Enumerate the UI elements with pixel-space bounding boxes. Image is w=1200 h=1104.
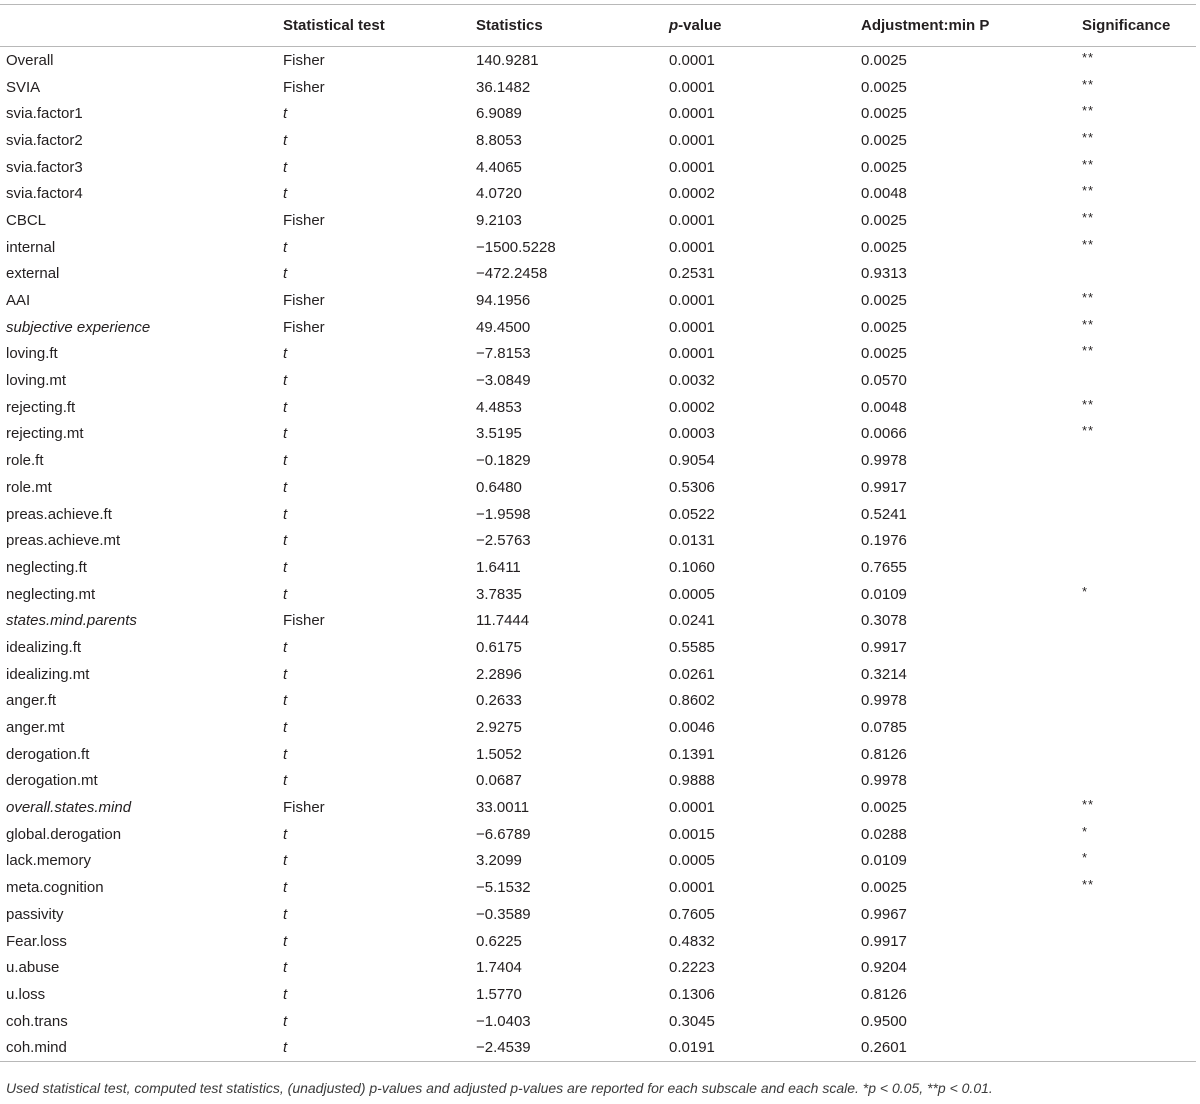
table-row — [0, 47, 1196, 74]
subscale-cell: lack.memory — [6, 852, 92, 870]
test-cell: Fisher — [283, 318, 325, 336]
subscale-cell: AAI — [6, 292, 31, 310]
table-body — [0, 47, 1196, 1062]
test-cell: t — [277, 1034, 470, 1062]
subscale-cell: neglecting.mt — [6, 585, 96, 603]
statistic-cell: 36.1482 — [476, 78, 531, 96]
significance-cell: ** — [1082, 343, 1095, 359]
adjusted-p-cell: 0.7655 — [861, 558, 907, 576]
significance-cell: ** — [1082, 76, 1095, 92]
adjusted-p-cell: 0.0025 — [861, 131, 907, 149]
subscale-cell: derogation.ft — [6, 745, 90, 763]
table-row — [0, 207, 1196, 234]
adjusted-p-cell: 0.9978 — [861, 772, 907, 790]
adjusted-p-cell: 0.0570 — [861, 372, 907, 390]
subscale-cell: idealizing.mt — [6, 665, 90, 683]
significance-cell — [1076, 258, 1196, 285]
header-p-letter: p — [669, 17, 679, 34]
p-value-cell: 0.5585 — [669, 638, 715, 656]
statistic-cell: −6.6789 — [476, 825, 531, 843]
table-row — [0, 874, 1196, 901]
statistic-cell: 140.9281 — [476, 51, 539, 69]
table-row — [0, 954, 1196, 981]
statistic-cell: −3.0849 — [476, 372, 531, 390]
statistic-cell: −0.3589 — [476, 905, 531, 923]
subscale-cell: loving.ft — [6, 345, 58, 363]
statistic-cell: −7.8153 — [476, 345, 531, 363]
significance-cell: ** — [1082, 103, 1095, 119]
test-cell: t — [283, 238, 288, 256]
test-cell: t — [283, 131, 288, 149]
table-row — [0, 527, 1196, 554]
statistic-cell: −1500.5228 — [476, 238, 556, 256]
test-cell: t — [283, 719, 288, 737]
statistic-cell: 1.5052 — [476, 745, 522, 763]
adjusted-p-cell: 0.0025 — [861, 51, 907, 69]
statistic-cell: 1.7404 — [476, 959, 522, 977]
statistic-cell: 49.4500 — [476, 318, 531, 336]
statistic-cell: 0.6480 — [476, 478, 522, 496]
table-row — [0, 314, 1196, 341]
statistic-cell: 0.2633 — [476, 692, 522, 710]
significance-cell: * — [1082, 850, 1089, 866]
significance-cell — [1076, 631, 1196, 658]
statistic-cell: 9.2103 — [476, 211, 522, 229]
header-significance: Significance — [1076, 5, 1196, 47]
p-value-cell: 0.0001 — [669, 799, 715, 817]
subscale-cell: anger.ft — [6, 692, 57, 710]
test-cell: t — [283, 692, 288, 710]
significance-cell: ** — [1082, 316, 1095, 332]
statistic-cell: −1.0403 — [476, 1012, 531, 1030]
significance-cell: ** — [1082, 49, 1095, 65]
adjusted-p-cell: 0.9917 — [861, 932, 907, 950]
table-row — [0, 768, 1196, 795]
table-row — [0, 154, 1196, 181]
significance-cell: ** — [1082, 396, 1095, 412]
adjusted-p-cell: 0.9917 — [861, 478, 907, 496]
significance-cell — [1076, 978, 1196, 1005]
adjusted-p-cell: 0.8126 — [861, 745, 907, 763]
adjusted-p-cell: 0.0025 — [861, 318, 907, 336]
adjusted-p-cell: 0.8126 — [861, 985, 907, 1003]
subscale-cell: derogation.mt — [6, 772, 98, 790]
table-row — [0, 287, 1196, 314]
test-cell: t — [283, 879, 288, 897]
adjusted-p-cell: 0.0048 — [861, 185, 907, 203]
subscale-cell: CBCL — [6, 211, 47, 229]
table-row — [0, 714, 1196, 741]
p-value-cell: 0.0001 — [669, 318, 715, 336]
adjusted-p-cell: 0.9978 — [861, 452, 907, 470]
significance-cell — [1076, 524, 1196, 551]
test-cell: t — [283, 772, 288, 790]
adjusted-p-cell: 0.5241 — [861, 505, 907, 523]
statistic-cell: 4.0720 — [476, 185, 522, 203]
subscale-cell: coh.mind — [0, 1034, 277, 1062]
table-row — [0, 581, 1196, 608]
subscale-cell: anger.mt — [6, 719, 65, 737]
header-row — [0, 5, 1196, 47]
p-value-cell: 0.2531 — [669, 265, 715, 283]
subscale-cell: role.ft — [6, 452, 44, 470]
significance-cell: ** — [1082, 797, 1095, 813]
subscale-cell: subjective experience — [6, 318, 151, 336]
statistic-cell: 1.6411 — [476, 558, 521, 576]
p-value-cell: 0.0001 — [669, 51, 715, 69]
significance-cell — [1076, 444, 1196, 471]
adjusted-p-cell: 0.0025 — [861, 345, 907, 363]
test-cell: t — [283, 345, 288, 363]
significance-cell: * — [1082, 823, 1089, 839]
adjusted-p-cell: 0.0109 — [861, 585, 907, 603]
p-value-cell: 0.9888 — [669, 772, 715, 790]
test-cell: Fisher — [283, 292, 325, 310]
table-row — [0, 634, 1196, 661]
header-statistical-test: Statistical test — [277, 5, 470, 47]
subscale-cell: Overall — [6, 51, 54, 69]
p-value-cell: 0.0001 — [669, 131, 715, 149]
test-cell: t — [283, 985, 288, 1003]
subscale-cell: preas.achieve.mt — [6, 532, 121, 550]
significance-cell: * — [1082, 583, 1089, 599]
significance-cell — [1076, 685, 1196, 712]
p-value-cell: 0.0001 — [669, 238, 715, 256]
table-row — [0, 1034, 1196, 1062]
header-p-value — [663, 5, 855, 47]
p-value-cell: 0.0003 — [669, 425, 715, 443]
significance-cell — [1076, 898, 1196, 925]
table-row — [0, 127, 1196, 154]
p-value-cell: 0.7605 — [669, 905, 715, 923]
statistic-cell: −472.2458 — [476, 265, 548, 283]
subscale-cell: loving.mt — [6, 372, 67, 390]
table-row — [0, 341, 1196, 368]
statistic-cell: 0.6225 — [476, 932, 522, 950]
table-row — [0, 848, 1196, 875]
significance-cell — [1076, 925, 1196, 952]
header-subscale — [0, 5, 277, 47]
adjusted-p-cell: 0.2601 — [855, 1034, 1076, 1062]
adjusted-p-cell: 0.0785 — [861, 719, 907, 737]
subscale-cell: idealizing.ft — [6, 638, 82, 656]
significance-cell: ** — [1082, 290, 1095, 306]
statistic-cell: 4.4853 — [476, 398, 522, 416]
adjusted-p-cell: 0.9313 — [861, 265, 907, 283]
adjusted-p-cell: 0.9917 — [861, 638, 907, 656]
statistic-cell: 94.1956 — [476, 292, 531, 310]
subscale-cell: preas.achieve.ft — [6, 505, 112, 523]
statistic-cell: 3.7835 — [476, 585, 522, 603]
p-value-cell: 0.0001 — [669, 78, 715, 96]
subscale-cell: role.mt — [6, 478, 52, 496]
significance-cell — [1076, 1005, 1196, 1032]
table-row — [0, 180, 1196, 207]
test-cell: t — [283, 959, 288, 977]
adjusted-p-cell: 0.0025 — [861, 799, 907, 817]
table-row — [0, 474, 1196, 501]
significance-cell: ** — [1082, 236, 1095, 252]
significance-cell: ** — [1082, 209, 1095, 225]
adjusted-p-cell: 0.0109 — [861, 852, 907, 870]
p-value-cell: 0.0001 — [669, 879, 715, 897]
p-value-cell: 0.0131 — [669, 532, 715, 550]
p-value-cell: 0.1306 — [669, 985, 715, 1003]
adjusted-p-cell: 0.9978 — [861, 692, 907, 710]
table-row — [0, 821, 1196, 848]
significance-cell — [1076, 711, 1196, 738]
adjusted-p-cell: 0.3214 — [861, 665, 907, 683]
statistic-cell: −2.4539 — [470, 1034, 663, 1062]
test-cell: t — [283, 745, 288, 763]
test-cell: t — [283, 585, 288, 603]
significance-cell: ** — [1082, 129, 1095, 145]
subscale-cell: neglecting.ft — [6, 558, 87, 576]
significance-cell — [1076, 551, 1196, 578]
statistic-cell: 4.4065 — [476, 158, 522, 176]
statistic-cell: 3.5195 — [476, 425, 522, 443]
test-cell: t — [283, 638, 288, 656]
table-row — [0, 554, 1196, 581]
subscale-cell: coh.trans — [6, 1012, 68, 1030]
test-cell: t — [283, 452, 288, 470]
p-value-cell: 0.0001 — [669, 158, 715, 176]
subscale-cell: svia.factor3 — [6, 158, 83, 176]
test-cell: t — [283, 532, 288, 550]
adjusted-p-cell: 0.0025 — [861, 211, 907, 229]
p-value-cell: 0.0001 — [669, 345, 715, 363]
adjusted-p-cell: 0.9500 — [861, 1012, 907, 1030]
test-cell: t — [283, 265, 288, 283]
adjusted-p-cell: 0.0066 — [861, 425, 907, 443]
p-value-cell: 0.0005 — [669, 852, 715, 870]
significance-cell — [1076, 471, 1196, 498]
subscale-cell: u.loss — [6, 985, 46, 1003]
subscale-cell: svia.factor2 — [6, 131, 83, 149]
p-value-cell: 0.0002 — [669, 185, 715, 203]
table-row — [0, 367, 1196, 394]
statistic-cell: 6.9089 — [476, 105, 522, 123]
subscale-cell: SVIA — [6, 78, 41, 96]
test-cell: t — [283, 158, 288, 176]
statistic-cell: 0.6175 — [476, 638, 522, 656]
table-row — [0, 394, 1196, 421]
table-row — [0, 928, 1196, 955]
statistic-cell: 0.0687 — [476, 772, 522, 790]
table-caption: Used statistical test, computed test statistics, (unadjusted) p-values and adjusted p-values are reported for each subscale and each scale. *p < 0.05, **p < 0.01. — [6, 1080, 993, 1096]
test-cell: Fisher — [283, 211, 325, 229]
test-cell: Fisher — [283, 612, 325, 630]
significance-cell: ** — [1082, 156, 1095, 172]
p-value-cell: 0.1060 — [669, 558, 715, 576]
test-cell: Fisher — [283, 51, 325, 69]
p-value-cell: 0.0046 — [669, 719, 715, 737]
p-value-cell: 0.2223 — [669, 959, 715, 977]
statistic-cell: −5.1532 — [476, 879, 531, 897]
subscale-cell: overall.states.mind — [6, 799, 132, 817]
test-cell: t — [283, 825, 288, 843]
significance-cell — [1076, 604, 1196, 631]
table-row — [0, 794, 1196, 821]
significance-cell — [1076, 1031, 1196, 1059]
p-value-cell: 0.3045 — [669, 1012, 715, 1030]
p-value-cell: 0.9054 — [669, 452, 715, 470]
table-row — [0, 234, 1196, 261]
table-row — [0, 501, 1196, 528]
table-row — [0, 901, 1196, 928]
p-value-cell: 0.0001 — [669, 105, 715, 123]
subscale-cell: u.abuse — [6, 959, 60, 977]
significance-cell: ** — [1082, 183, 1095, 199]
p-value-cell: 0.0032 — [669, 372, 715, 390]
significance-cell: ** — [1082, 423, 1095, 439]
header-statistics: Statistics — [470, 5, 663, 47]
subscale-cell: rejecting.ft — [6, 398, 76, 416]
p-value-cell: 0.1391 — [669, 745, 715, 763]
test-cell: t — [283, 558, 288, 576]
statistic-cell: −2.5763 — [476, 532, 531, 550]
table-row — [0, 1008, 1196, 1035]
p-value-cell: 0.5306 — [669, 478, 715, 496]
subscale-cell: states.mind.parents — [6, 612, 137, 630]
significance-cell — [1076, 658, 1196, 685]
adjusted-p-cell: 0.0025 — [861, 78, 907, 96]
p-value-cell: 0.0001 — [669, 292, 715, 310]
table-row — [0, 447, 1196, 474]
test-cell: Fisher — [283, 78, 325, 96]
adjusted-p-cell: 0.0025 — [861, 105, 907, 123]
table-row — [0, 421, 1196, 448]
significance-cell — [1076, 498, 1196, 525]
test-cell: t — [283, 185, 288, 203]
test-cell: t — [283, 932, 288, 950]
subscale-cell: meta.cognition — [6, 879, 104, 897]
significance-cell — [1076, 364, 1196, 391]
adjusted-p-cell: 0.0025 — [861, 292, 907, 310]
table-row — [0, 741, 1196, 768]
table-row — [0, 661, 1196, 688]
adjusted-p-cell: 0.1976 — [861, 532, 907, 550]
significance-cell: ** — [1082, 877, 1095, 893]
test-cell: t — [283, 478, 288, 496]
subscale-cell: global.derogation — [6, 825, 122, 843]
p-value-cell: 0.0522 — [669, 505, 715, 523]
header-adjustment: Adjustment:min P — [855, 5, 1076, 47]
p-value-cell: 0.0001 — [669, 211, 715, 229]
test-cell: t — [283, 905, 288, 923]
table-row — [0, 981, 1196, 1008]
statistic-cell: 2.2896 — [476, 665, 522, 683]
adjusted-p-cell: 0.3078 — [861, 612, 907, 630]
table-row — [0, 607, 1196, 634]
significance-cell — [1076, 765, 1196, 792]
test-cell: t — [283, 1012, 288, 1030]
adjusted-p-cell: 0.0288 — [861, 825, 907, 843]
significance-cell — [1076, 738, 1196, 765]
test-cell: t — [283, 425, 288, 443]
table-row — [0, 100, 1196, 127]
statistic-cell: −0.1829 — [476, 452, 531, 470]
p-value-cell: 0.0261 — [669, 665, 715, 683]
subscale-cell: Fear.loss — [6, 932, 67, 950]
statistic-cell: 8.8053 — [476, 131, 522, 149]
test-cell: t — [283, 372, 288, 390]
adjusted-p-cell: 0.9967 — [861, 905, 907, 923]
statistic-cell: 2.9275 — [476, 719, 522, 737]
adjusted-p-cell: 0.0025 — [861, 238, 907, 256]
adjusted-p-cell: 0.0025 — [861, 158, 907, 176]
table-row — [0, 688, 1196, 715]
table-row — [0, 261, 1196, 288]
adjusted-p-cell: 0.0025 — [861, 879, 907, 897]
significance-cell — [1076, 951, 1196, 978]
subscale-cell: svia.factor1 — [6, 105, 83, 123]
statistic-cell: −1.9598 — [476, 505, 531, 523]
header-p-suffix: -value — [678, 17, 722, 34]
subscale-cell: svia.factor4 — [6, 185, 83, 203]
p-value-cell: 0.0002 — [669, 398, 715, 416]
adjusted-p-cell: 0.0048 — [861, 398, 907, 416]
adjusted-p-cell: 0.9204 — [861, 959, 907, 977]
statistic-cell: 3.2099 — [476, 852, 522, 870]
subscale-cell: passivity — [6, 905, 64, 923]
statistic-cell: 1.5770 — [476, 985, 522, 1003]
test-cell: t — [283, 105, 288, 123]
p-value-cell: 0.0191 — [663, 1034, 855, 1062]
subscale-cell: internal — [6, 238, 56, 256]
test-cell: Fisher — [283, 799, 325, 817]
statistics-table — [0, 4, 1196, 1062]
p-value-cell: 0.0241 — [669, 612, 715, 630]
statistic-cell: 33.0011 — [476, 799, 530, 817]
subscale-cell: rejecting.mt — [6, 425, 84, 443]
subscale-cell: external — [6, 265, 60, 283]
p-value-cell: 0.4832 — [669, 932, 715, 950]
statistic-cell: 11.7444 — [476, 612, 530, 630]
p-value-cell: 0.8602 — [669, 692, 715, 710]
test-cell: t — [283, 665, 288, 683]
test-cell: t — [283, 398, 288, 416]
table-row — [0, 74, 1196, 101]
test-cell: t — [283, 852, 288, 870]
p-value-cell: 0.0005 — [669, 585, 715, 603]
test-cell: t — [283, 505, 288, 523]
p-value-cell: 0.0015 — [669, 825, 715, 843]
